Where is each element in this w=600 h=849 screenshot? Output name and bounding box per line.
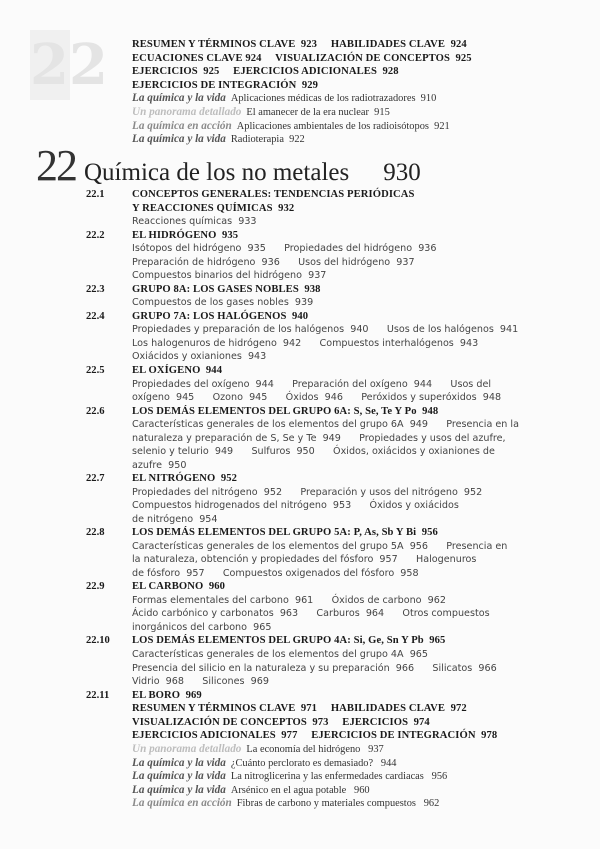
subsection-line: Vidrio 968 Silicones 969 [132,676,269,688]
feature-label: Un panorama detallado [132,105,242,118]
feature-title: Radioterapia 922 [230,134,305,146]
subsection-line: naturaleza y preparación de S, Se y Te 949 Propiedades y usos del azufre, [132,432,506,444]
subsection-line: Preparación de hidrógeno 936 Usos del hidrógeno 937 [132,256,415,268]
section-body [132,310,586,364]
subsection-line: Características generales de los elementos del grupo 4A 965 [132,649,429,661]
section-body [132,283,586,310]
feature-label: La química y la vida [132,770,226,783]
feature-label: La química y la vida [132,133,226,146]
feature-box-entry [132,92,572,106]
section-heading: CONCEPTOS GENERALES: TENDENCIAS PERIÓDICAS [132,189,415,200]
feature-label: La química en acción [132,119,232,132]
feature-title: Arsénico en el agua potable 960 [230,784,370,796]
section-heading: LOS DEMÁS ELEMENTOS DEL GRUPO 6A: S, Se, Te Y Po 948 [132,405,439,417]
section-heading: EL OXÍGENO 944 [132,364,223,376]
subsection-line: Compuestos de los gases nobles 939 [132,297,314,309]
section-body [132,229,586,283]
section-body [132,188,586,229]
section-heading: RESUMEN Y TÉRMINOS CLAVE 971 HABILIDADES CLAVE 972 [132,703,467,715]
subsection-line: selenio y telurio 949 Sulfuros 950 Óxidos, oxiácidos y oxianiones de [132,446,495,458]
section-heading: EL BORO 969 [132,689,202,701]
section-heading: EL NITRÓGENO 952 [132,473,238,485]
section-list [86,188,586,743]
feature-title: Fibras de carbono y materiales compuestos 962 [236,798,440,810]
feature-box-entry [132,757,586,771]
toc-section [86,634,586,688]
feature-box-entry [132,743,586,757]
subsection-line: inorgánicos del carbono 965 [132,621,272,633]
section-body [132,364,586,405]
feature-title: Aplicaciones ambientales de los radioisótopos 921 [236,120,450,132]
section-body [132,472,586,526]
toc-section [86,310,586,364]
subsection-line: Los halogenuros de hidrógeno 942 Compuestos interhalógenos 943 [132,337,479,349]
chapter-watermark: 22 [30,32,108,98]
feature-title: La nitroglicerina y las enfermedades cardiacas 956 [230,771,448,783]
toc-section [86,364,586,405]
subsection-line: Características generales de los elementos del grupo 6A 949 Presencia en la [132,419,519,431]
toc-section [86,580,586,634]
subsection-line: Isótopos del hidrógeno 935 Propiedades del hidrógeno 936 [132,243,437,255]
subsection-line: Características generales de los elementos del grupo 5A 956 Presencia en [132,540,508,552]
section-number: 22.1 [86,189,105,200]
section-number: 22.3 [86,283,105,295]
section-heading: GRUPO 8A: LOS GASES NOBLES 938 [132,283,321,295]
feature-title: ¿Cuánto perclorato es demasiado? 944 [230,757,397,769]
subsection-line: Presencia del silicio en la naturaleza y su preparación 966 Silicatos 966 [132,662,497,674]
section-body [132,689,586,743]
toc-section [86,526,586,580]
subsection-line: Compuestos binarios del hidrógeno 937 [132,270,327,282]
chapter-title: Química de los no metales [84,159,350,186]
subsection-line: Propiedades y preparación de los halógenos 940 Usos de los halógenos 941 [132,324,519,336]
toc-section [86,472,586,526]
section-heading: EL CARBONO 960 [132,581,226,593]
section-number: 22.7 [86,473,105,485]
feature-title: El amanecer de la era nuclear 915 [246,106,390,118]
subsection-line: Reacciones químicas 933 [132,216,257,228]
chapter-number: 22 [36,141,76,190]
subsection-line: Propiedades del nitrógeno 952 Preparación y usos del nitrógeno 952 [132,486,483,498]
feature-box-entry [132,797,586,811]
subsection-line: Ácido carbónico y carbonatos 963 Carburos 964 Otros compuestos [132,608,490,620]
section-heading: LOS DEMÁS ELEMENTOS DEL GRUPO 4A: Si, Ge, Sn Y Pb 965 [132,635,446,647]
section-number: 22.2 [86,229,105,241]
subsection-line: Formas elementales del carbono 961 Óxidos de carbono 962 [132,594,446,606]
review-line: EJERCICIOS DE INTEGRACIÓN 929 [132,79,319,91]
toc-section [86,283,586,310]
section-number: 22.9 [86,581,105,593]
toc-section [86,405,586,473]
section-number: 22.11 [86,689,110,701]
subsection-line: Compuestos hidrogenados del nitrógeno 953 Óxidos y oxiácidos [132,500,459,512]
section-heading: GRUPO 7A: LOS HALÓGENOS 940 [132,310,309,322]
section-body [132,634,586,688]
toc-section [86,689,586,743]
chapter-page: 930 [383,159,421,186]
section-body [132,405,586,473]
subsection-line: azufre 950 [132,459,187,471]
section-heading: VISUALIZACIÓN DE CONCEPTOS 973 EJERCICIOS 974 [132,716,430,728]
section-heading: EL HIDRÓGENO 935 [132,229,239,241]
subsection-line: la naturaleza, obtención y propiedades del fósforo 957 Halogenuros [132,554,477,566]
feature-box-entry [132,120,572,134]
feature-block [132,92,572,146]
review-line: EJERCICIOS 925 EJERCICIOS ADICIONALES 928 [132,66,399,78]
subsection-line: de fósforo 957 Compuestos oxigenados del fósforo 958 [132,567,419,579]
subsection-line: de nitrógeno 954 [132,513,218,525]
subsection-line: Propiedades del oxígeno 944 Preparación del oxígeno 944 Usos del [132,378,492,390]
feature-box-entry [132,784,586,798]
feature-title: Aplicaciones médicas de los radiotrazadores 910 [230,93,437,105]
section-heading: EJERCICIOS ADICIONALES 977 EJERCICIOS DE INTEGRACIÓN 978 [132,730,498,742]
feature-box-entry [132,133,572,147]
review-block [132,38,572,92]
feature-box-entry [132,770,586,784]
subsection-line: Oxiácidos y oxianiones 943 [132,351,267,363]
section-heading: LOS DEMÁS ELEMENTOS DEL GRUPO 5A: P, As, Sb Y Bi 956 [132,527,438,539]
feature-label: La química y la vida [132,756,226,769]
chapter-feature-list [132,743,586,811]
section-number: 22.5 [86,364,105,376]
section-body [132,526,586,580]
review-line: RESUMEN Y TÉRMINOS CLAVE 923 HABILIDADES CLAVE 924 [132,39,467,50]
toc-section [86,229,586,283]
section-number: 22.4 [86,310,105,322]
section-body [132,580,586,634]
subsection-line: oxígeno 945 Ozono 945 Óxidos 946 Peróxidos y superóxidos 948 [132,392,502,404]
feature-label: La química y la vida [132,783,226,796]
previous-chapter-end [132,38,572,147]
feature-title: La economía del hidrógeno 937 [246,743,384,755]
section-number: 22.8 [86,527,105,539]
toc-section [86,188,586,229]
section-number: 22.10 [86,635,110,647]
review-line: ECUACIONES CLAVE 924 VISUALIZACIÓN DE CONCEPTOS 925 [132,52,472,64]
section-number: 22.6 [86,405,105,417]
feature-box-entry [132,106,572,120]
chapter-heading [36,141,421,190]
feature-label: La química y la vida [132,92,226,105]
feature-label: La química en acción [132,797,232,810]
section-heading: Y REACCIONES QUÍMICAS 932 [132,202,295,214]
table-of-contents [86,188,586,811]
feature-label: Un panorama detallado [132,742,242,755]
